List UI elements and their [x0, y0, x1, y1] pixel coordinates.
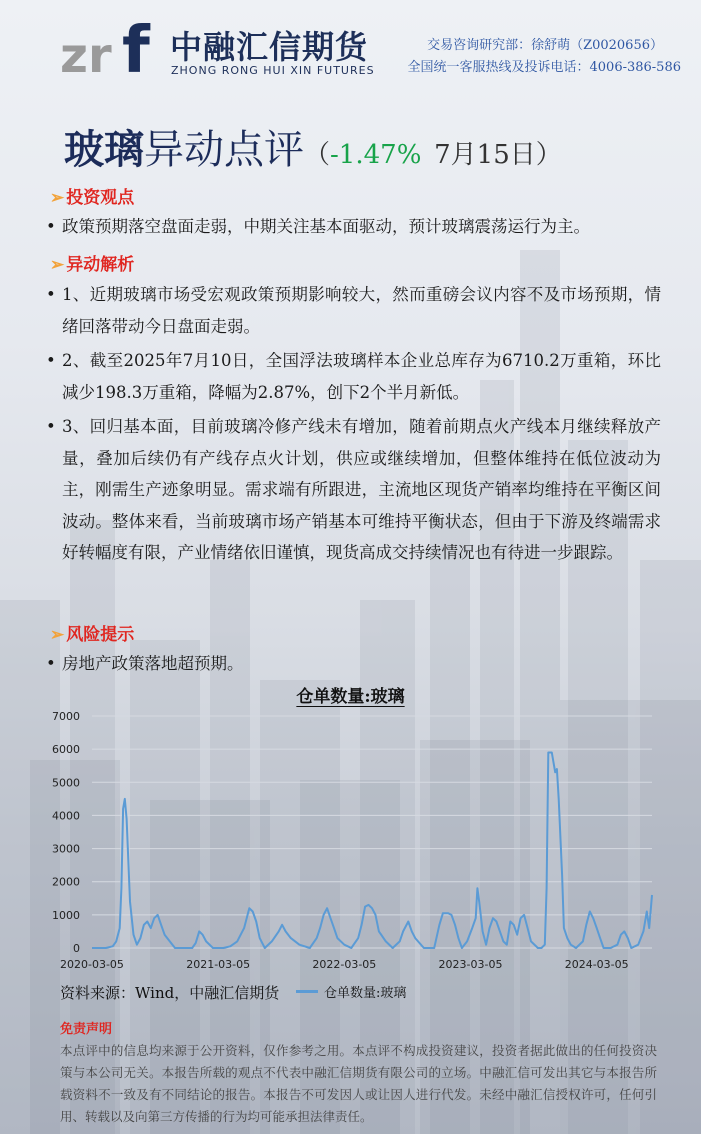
analysis-text-1: 1、近期玻璃市场受宏观政策预期影响较大，然而重磅会议内容不及市场预期，情绪回落带动今日盘面走弱。	[62, 285, 661, 336]
arrow-icon: ➢	[50, 625, 65, 645]
price-change: -1.47%	[330, 140, 422, 170]
hotline-contact: 全国统一客服热线及投诉电话：4006-386-586	[407, 60, 681, 75]
y-tick-label: 2000	[52, 875, 80, 889]
y-tick-label: 6000	[52, 743, 80, 757]
company-name-en: ZHONG RONG HUI XIN FUTURES	[171, 64, 375, 77]
svg-text:f: f	[122, 14, 150, 78]
x-tick-label: 2023-03-05	[438, 958, 503, 971]
y-tick-label: 5000	[52, 776, 80, 790]
title-close-paren: ）	[535, 140, 562, 170]
view-text: 政策预期落空盘面走弱，中期关注基本面驱动，预计玻璃震荡运行为主。	[62, 217, 590, 236]
title-commodity: 玻璃	[64, 126, 144, 173]
x-tick-label: 2024-03-05	[564, 958, 629, 971]
warehouse-receipt-chart	[40, 706, 680, 974]
report-title	[64, 118, 562, 175]
x-tick-label: 2022-03-05	[312, 958, 377, 971]
x-tick-label: 2021-03-05	[186, 958, 251, 971]
analysis-paragraph-2	[46, 345, 661, 408]
report-date: 7月15日	[434, 140, 536, 170]
title-open-paren: （	[304, 140, 331, 170]
analysis-text-3: 3、回归基本面，目前玻璃冷修产线未有增加，随着前期点火产线本月继续释放产量，叠加后续仍有产线存点火计划，供应或继续增加，但整体维持在低位波动为主，刚需生产迹象明显。需求端有所跟进，主流地区现货产销率均维持在平衡区间波动。整体来看，当前玻璃市场产销基本可维持平衡状态，但由于下游及终端需求好转幅度有限，产业情绪依旧谨慎，现货高成交持续情况也有待进一步跟踪。	[62, 417, 661, 562]
section-title-risk: ➢ 风险提示	[50, 625, 135, 645]
legend-label: 仓单数量:玻璃	[324, 986, 407, 1001]
analysis-paragraph-3	[46, 411, 661, 569]
analysis-paragraph-1	[46, 279, 661, 342]
y-tick-label: 7000	[52, 710, 80, 723]
x-tick-label: 2020-03-05	[60, 958, 124, 971]
section-title-view: ➢ 投资观点	[50, 188, 135, 208]
company-name-cn: 中融汇信期货	[170, 28, 369, 66]
bullet-icon: •	[46, 217, 56, 236]
bullet-icon: •	[46, 417, 56, 436]
y-tick-label: 1000	[52, 908, 80, 922]
y-tick-label: 0	[73, 942, 80, 955]
title-type: 异动点评	[144, 127, 304, 173]
analysis-text-2: 2、截至2025年7月10日，全国浮法玻璃样本企业总库存为6710.2万重箱，环比减少198.3万重箱，降幅为2.87%，创下2个半月新低。	[62, 351, 661, 402]
y-tick-label: 3000	[52, 842, 80, 856]
arrow-icon: ➢	[50, 255, 65, 275]
bullet-icon: •	[46, 285, 56, 304]
bullet-icon: •	[46, 654, 56, 673]
data-source: 资料来源：Wind，中融汇信期货	[60, 984, 280, 1002]
risk-text: 房地产政策落地超预期。	[62, 654, 244, 673]
chart-title: 仓单数量:玻璃	[296, 687, 405, 707]
view-paragraph	[46, 211, 661, 243]
section-title-analysis: ➢ 异动解析	[50, 255, 135, 275]
risk-paragraph	[46, 648, 661, 680]
chart-legend	[296, 982, 406, 1001]
y-tick-label: 4000	[52, 809, 80, 823]
disclaimer-title: 免责声明	[60, 1022, 113, 1037]
disclaimer-text: 本点评中的信息均来源于公开资料，仅作参考之用。本点评不构成投资建议，投资者据此做出的任何投资决策与本公司无关。本报告所载的观点不代表中融汇信期货有限公司的立场。中融汇信可发出其它与本报告所载资料不一致及有不同结论的报告。本报告不可发因人或让因人进行代发。未经中融汇信授权许可，任何引用、转载以及向第三方传播的行为均可能承担法律责任。	[60, 1043, 657, 1124]
analyst-contact: 交易咨询研究部：徐舒萌（Z0020656）	[427, 38, 663, 53]
svg-text:zr: zr	[60, 28, 112, 78]
arrow-icon: ➢	[50, 188, 65, 208]
company-logo-icon	[60, 12, 160, 78]
bullet-icon: •	[46, 351, 56, 370]
legend-swatch	[296, 990, 318, 993]
